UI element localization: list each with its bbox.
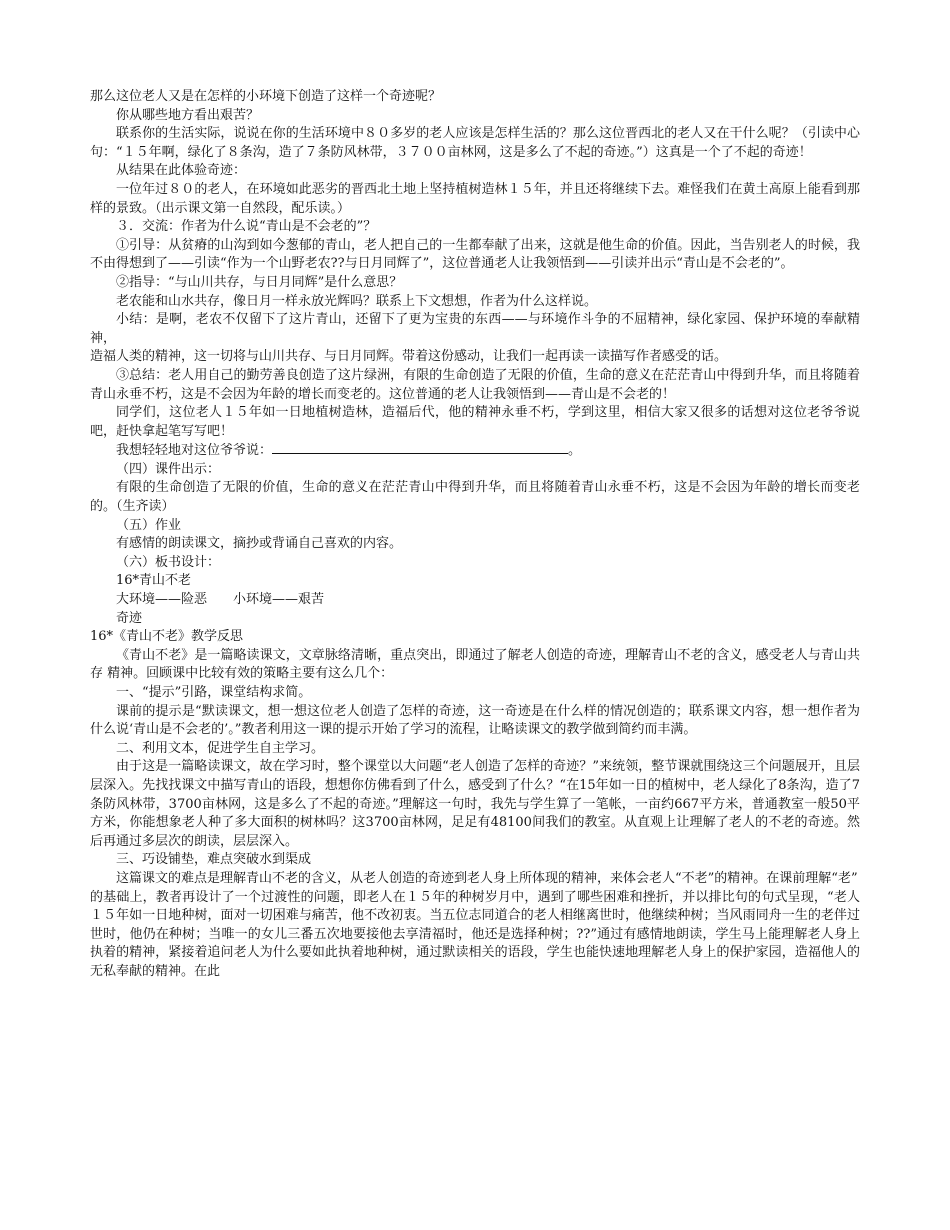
paragraph-text: 那么这位老人又是在怎样的小环境下创造了这样一个奇迹呢？ <box>90 89 442 104</box>
fill-in-blank-line <box>272 441 568 454</box>
paragraph <box>90 610 860 629</box>
paragraph-text: ③总结：老人用自己的勤劳善良创造了这片绿洲，有限的生命创造了无限的价值，生命的意义在茫茫青山中得到升华，而且将随着青山永垂不朽，这是不会因为年龄的增长而变老的。这位普通的老人让我领悟到——青山是不会老的！ <box>90 367 860 402</box>
paragraph-text: 大环境——险恶 小环境——艰苦 <box>116 592 325 608</box>
paragraph-text: 老农能和山水共存，像日月一样永放光辉吗？联系上下文想想，作者为什么这样说。 <box>116 293 598 309</box>
paragraph-text: 你从哪些地方看出艰苦？ <box>116 107 260 123</box>
paragraph <box>90 404 860 441</box>
paragraph <box>90 740 860 759</box>
paragraph <box>90 647 860 684</box>
paragraph <box>90 572 860 591</box>
paragraph <box>90 237 860 274</box>
paragraph-text: ３．交流：作者为什么说“青山是不会老的”？ <box>116 219 377 235</box>
paragraph <box>90 758 860 851</box>
paragraph-text: （五）作业 <box>116 517 182 533</box>
paragraph-text: 这篇课文的难点是理解青山不老的含义，从老人创造的奇迹到老人身上所体现的精神，来体会老人“不老”的精神。在课前理解“老” <box>116 870 858 886</box>
paragraph <box>90 889 860 982</box>
paragraph-text: 二、利用文本，促进学生自主学习。 <box>116 740 325 756</box>
paragraph <box>90 684 860 703</box>
paragraph <box>90 162 860 181</box>
paragraph-text: 奇迹 <box>116 610 143 626</box>
paragraph <box>90 348 860 367</box>
paragraph-text: 有限的生命创造了无限的价值，生命的意义在茫茫青山中得到升华，而且将随着青山永垂不朽，这是不会因为年龄的增长而变老的。（生齐读） <box>90 480 860 515</box>
paragraph <box>90 535 860 554</box>
paragraph <box>90 88 860 107</box>
paragraph-text: 课前的提示是“默读课文，想一想这位老人创造了怎样的奇迹，这一奇迹是在什么样的情况创造的；联系课文内容，想一想作者为什么说‘青山是不会老的’。”教者利用这一课的提示开始了学习的流程，让略读课文的教学做到简约而丰满。 <box>90 703 860 738</box>
paragraph-text: （六）板书设计： <box>116 554 221 570</box>
paragraph-text: 三、巧设铺垫，难点突破水到渠成 <box>116 852 312 868</box>
paragraph-text: 的基础上，教者再设计了一个过渡性的问题，即老人在１５年的种树岁月中，遇到了哪些困难和挫折，并以排比句的句式呈现，“老人１５年如一日地种树，面对一切困难与痛苦，他不改初衷。当五位志同道合的老人相继离世时，他继续种树；当风雨同舟一生的老伴过世时，他仍在种树；当唯一的女儿三番五次地要接他去享清福时，他还是选择种树；??”通过有感情地朗读，学生马上能理解老人身上执着的精神，紧接着追问老人为什么要如此执着地种树，通过默读相关的语段，学生也能快速地理解老人身上的保护家园，造福他人的无私奉献的精神。在此 <box>90 889 860 979</box>
paragraph <box>90 851 860 870</box>
paragraph <box>90 181 860 218</box>
paragraph-text: 由于这是一篇略读课文，故在学习时，整个课堂以大问题“老人创造了怎样的奇迹？”来统领，整节课就围绕这三个问题展开，且层层深入。先找找课文中描写青山的语段，想想你仿佛看到了什么，感受到了什么？“在15年如一日的植树中，老人绿化了8条沟，造了7条防风林带，3700亩林网，这是多么了不起的奇迹。”理解这一句时，我先与学生算了一笔帐，一亩约667平方米，普通教室一般50平方米，你能想象老人种了多大面积的树林吗？这3700亩林网，足足有48100间我们的教室。从直观上让理解了老人的不老的奇迹。然后再通过多层次的朗读，层层深入。 <box>90 759 860 849</box>
paragraph-text: 我想轻轻地对这位爷爷说： <box>116 443 273 459</box>
paragraph <box>90 125 860 162</box>
paragraph <box>90 628 860 647</box>
paragraph-text: 有感情的朗读课文，摘抄或背诵自己喜欢的内容。 <box>116 536 403 552</box>
paragraph <box>90 554 860 573</box>
paragraph-text: （四）课件出示： <box>116 461 221 477</box>
paragraph-text: 一、“提示”引路，课堂结构求简。 <box>116 685 312 700</box>
paragraph-text: 16*《青山不老》教学反思 <box>90 629 244 645</box>
paragraph <box>90 274 860 293</box>
paragraph-text: 《青山不老》是一篇略读课文，文章脉络清晰，重点突出，即通过了解老人创造的奇迹，理解青山不老的含义，感受老人与青山共存 精神。回顾课中比较有效的策略主要有这么几个： <box>90 647 860 682</box>
paragraph <box>90 461 860 480</box>
paragraph-text: 16*青山不老 <box>116 573 192 589</box>
paragraph-text: 联系你的生活实际，说说在你的生活环境中８０多岁的老人应该是怎样生活的？那么这位晋西北的老人又在干什么呢？（引读中心句：“１５年啊，绿化了８条沟，造了７条防风林带，３７００亩林网，这是多么了不起的奇迹。”）这真是一个了不起的奇迹！ <box>90 126 860 160</box>
paragraph-text: 造福人类的精神，这一切将与山川共存、与日月同辉。带着这份感动，让我们一起再读一读描写作者感受的话。 <box>90 349 728 365</box>
paragraph <box>90 367 860 404</box>
paragraph <box>90 218 860 237</box>
paragraph-text: ①引导：从贫瘠的山沟到如今葱郁的青山，老人把自己的一生都奉献了出来，这就是他生命的价值。因此，当告别老人的时候，我不由得想到了——引读“作为一个山野老农??与日月同辉了”，这位普通老人让我领悟到——引读并出示“青山是不会老的”。 <box>90 237 860 272</box>
paragraph-text: ②指导：“与山川共存，与日月同辉”是什么意思？ <box>116 274 403 290</box>
paragraph-text: 一位年过８０的老人，在环境如此恶劣的晋西北土地上坚持植树造林１５年，并且还将继续下去。难怪我们在黄土高原上能看到那样的景致。（出示课文第一自然段，配乐读。） <box>90 181 860 216</box>
paragraph-suffix: 。 <box>568 443 582 459</box>
paragraph <box>90 517 860 536</box>
paragraph <box>90 107 860 126</box>
paragraph <box>90 591 860 610</box>
paragraph-text: 小结：是啊，老农不仅留下了这片青山，还留下了更为宝贵的东西——与环境作斗争的不屈精神，绿化家园、保护环境的奉献精神， <box>90 312 860 346</box>
paragraph-text: 从结果在此体验奇迹： <box>116 163 247 179</box>
paragraph-text: 同学们，这位老人１５年如一日地植树造林，造福后代，他的精神永垂不朽，学到这里，相信大家又很多的话想对这位老爷爷说吧，赶快拿起笔写写吧！ <box>90 405 860 439</box>
paragraph <box>90 311 860 348</box>
paragraph <box>90 870 860 889</box>
paragraph <box>90 441 860 461</box>
document-page <box>90 88 860 982</box>
paragraph <box>90 479 860 516</box>
paragraph <box>90 293 860 312</box>
paragraph <box>90 703 860 740</box>
